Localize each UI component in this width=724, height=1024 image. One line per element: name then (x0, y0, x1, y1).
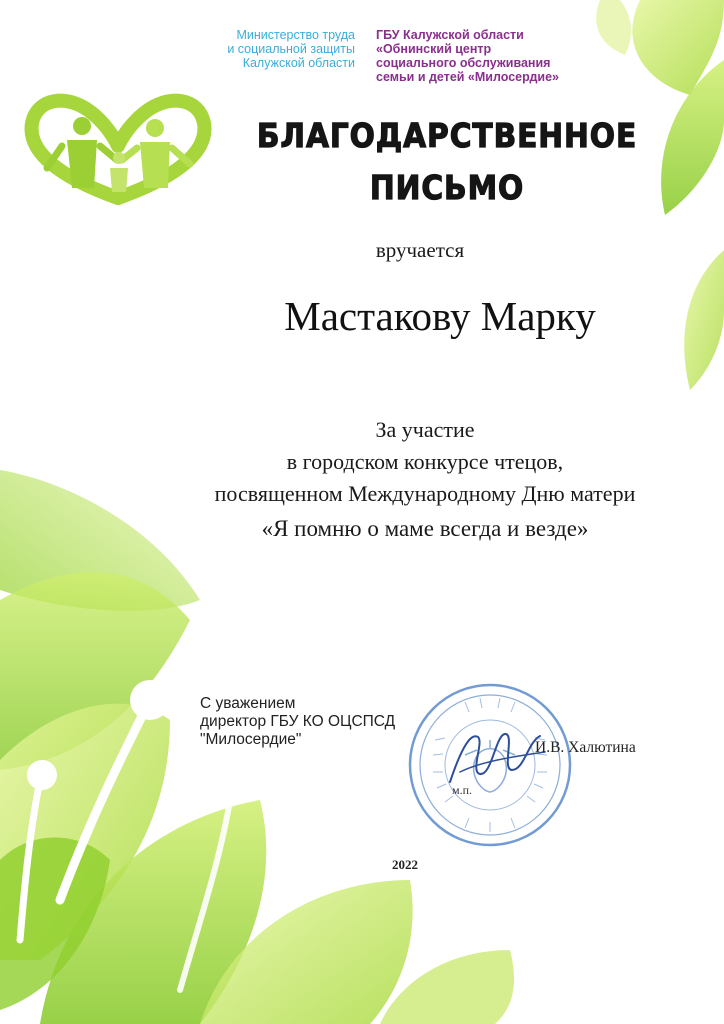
reason-line-3: посвященном Международному Дню матери (214, 481, 636, 506)
document-year: 2022 (392, 857, 418, 872)
contest-title: «Я помню о маме всегда и везде» (261, 516, 589, 541)
organization-short: "Милосердие" (200, 731, 302, 748)
signer-name: И.В. Халютина (535, 739, 636, 756)
organization-line: семьи и детей «Милосердие» (376, 70, 559, 84)
award-reason (130, 414, 720, 545)
ministry-line: Министерство труда (236, 28, 355, 42)
reason-line-1: За участие (375, 417, 475, 442)
organization-name (376, 28, 616, 84)
organization-line: «Обнинский центр (376, 42, 492, 56)
organization-line: социального обслуживания (376, 56, 551, 70)
ministry-line: и социальной защиты (227, 42, 355, 56)
ministry-line: Калужской области (242, 56, 355, 70)
document-title (234, 110, 661, 214)
reason-line-2: в городском конкурсе чтецов, (286, 449, 564, 474)
title-line-2: ПИСЬМО (369, 168, 525, 207)
family-heart-logo (22, 88, 214, 208)
awarded-text: вручается (375, 238, 465, 262)
organization-line: ГБУ Калужской области (376, 28, 524, 42)
stamp-place-label: м.п. (452, 783, 473, 797)
regards-line: С уважением (200, 695, 296, 712)
director-line: директор ГБУ КО ОЦСПСД (200, 713, 396, 730)
ministry-name (190, 28, 355, 70)
recipient-name: Мастакову Марку (284, 293, 596, 339)
title-line-1: БЛАГОДАРСТВЕННОЕ (256, 116, 638, 155)
signature-block (200, 695, 440, 749)
